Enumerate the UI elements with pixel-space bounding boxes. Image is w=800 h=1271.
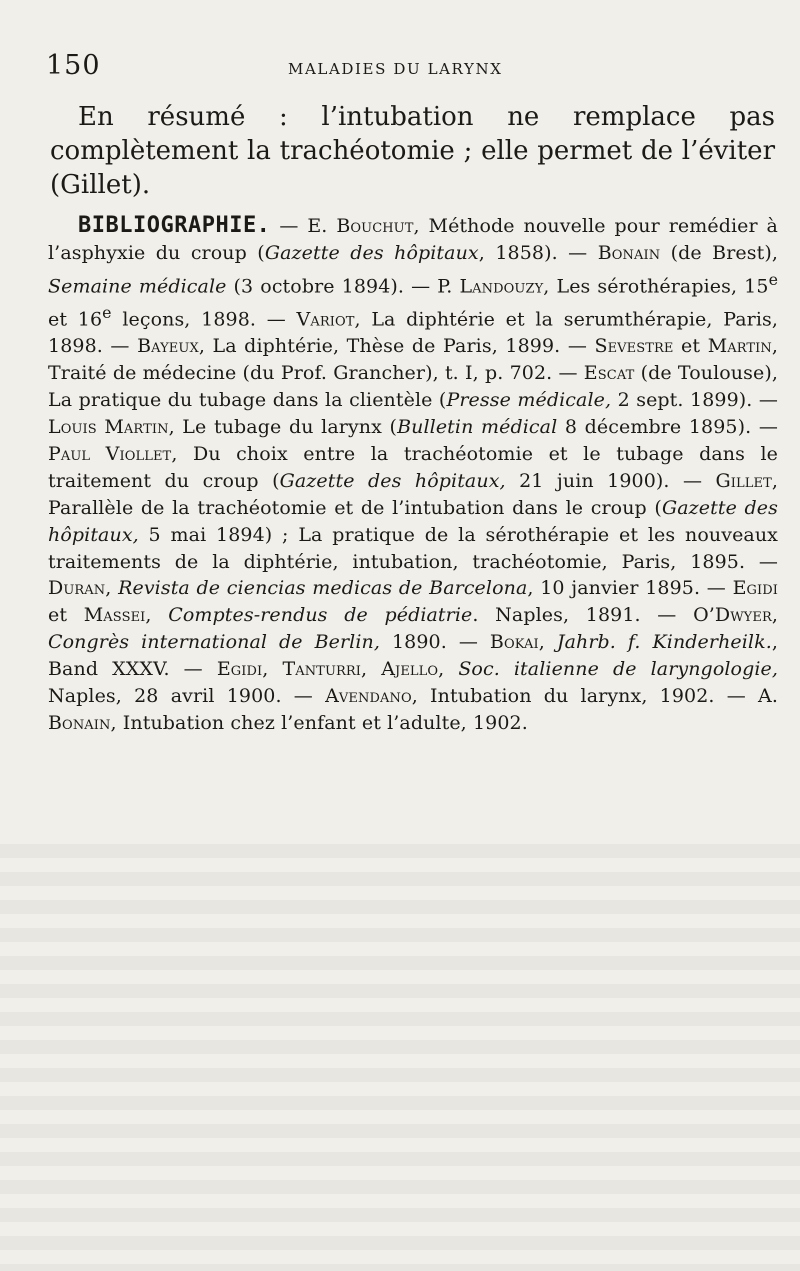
biblio-text: , Band XXXV. — — [48, 631, 778, 681]
publication-title: Semaine médicale — [48, 275, 227, 298]
show-through-area — [0, 830, 800, 1271]
author-name: Bokai — [489, 631, 539, 654]
author-name: Gillet — [715, 469, 772, 492]
author-name: Martin — [707, 335, 772, 358]
biblio-text: , — [438, 658, 459, 681]
biblio-text: , — [361, 658, 382, 681]
biblio-text: — E. — [270, 215, 337, 237]
biblio-text: Naples, 28 avril 1900. — — [48, 685, 326, 708]
biblio-text: 21 juin 1900). — — [505, 469, 716, 492]
author-name: Ajello — [381, 658, 439, 681]
biblio-text: , Du choix entre la trachéotomie et le tubage dans le traitement du croup ( — [48, 442, 778, 492]
biblio-text: , — [771, 604, 778, 627]
biblio-text: , — [145, 604, 169, 627]
ordinal-suffix: e — [102, 303, 112, 323]
author-name: Massei — [83, 604, 146, 627]
biblio-text: et 16 — [48, 308, 103, 331]
publication-title: Congrès international de Berlin, — [48, 631, 381, 654]
publication-title: Gazette des hôpitaux, — [279, 469, 506, 492]
biblio-text: et — [673, 335, 708, 358]
author-name: Sevestre — [594, 335, 674, 358]
biblio-text: 2 sept. 1899). — — [611, 389, 778, 412]
biblio-text: , Méthode nouvelle pour remédier à l’asphyxie du croup ( — [48, 215, 778, 264]
author-name: Duran — [48, 577, 106, 600]
biblio-text: (de Brest), — [660, 241, 778, 264]
biblio-text: , Traité de médecine (du Prof. Grancher), t. I, p. 702. — — [48, 335, 779, 385]
biblio-text: , — [105, 577, 119, 600]
publication-title: Presse médicale, — [446, 389, 612, 412]
biblio-text: , — [262, 658, 283, 681]
biblio-text: , Le tubage du larynx ( — [168, 416, 398, 438]
author-name: Bonain — [597, 241, 661, 264]
page-header — [46, 50, 746, 90]
author-name: Bonain — [48, 711, 111, 734]
biblio-text: 5 mai 1894) ; La pratique de la sérothérapie et les nouveaux traitements de la diphtérie, intubation, trachéotomie, Paris, 1895. — — [48, 523, 778, 573]
running-title: MALADIES DU LARYNX — [288, 60, 503, 78]
bibliography-heading: BIBLIOGRAPHIE. — [78, 213, 271, 238]
biblio-text: , La diphtérie et la serumthérapie, Paris, 1898. — — [48, 308, 778, 358]
author-name: Tanturri — [282, 658, 362, 681]
author-name: Variot — [296, 308, 355, 331]
bibliography-paragraph — [48, 213, 778, 737]
publication-title: Revista de ciencias medicas de Barcelona — [118, 577, 528, 600]
publication-title: Gazette des hôpitaux, — [48, 496, 778, 546]
biblio-text: . Naples, 1891. — O’ — [472, 604, 715, 627]
biblio-text: , La diphtérie, Thèse de Paris, 1899. — — [198, 335, 595, 358]
author-name: Egidi — [732, 577, 779, 600]
biblio-text: , — [538, 631, 557, 654]
biblio-text: , 1858). — — [478, 241, 598, 264]
ordinal-suffix: e — [768, 269, 779, 289]
publication-title: Bulletin médical — [397, 416, 558, 438]
author-name: Bouchut — [336, 215, 414, 237]
biblio-text: , Intubation chez l’enfant et l’adulte, 1902. — [110, 711, 528, 734]
summary-paragraph: En résumé : l’intubation ne remplace pas complètement la trachéotomie ; elle permet de l’éviter (Gillet). — [50, 102, 775, 200]
author-name: Avendano — [325, 685, 412, 708]
biblio-text: leçons, 1898. — — [111, 308, 297, 331]
author-name: Louis Martin — [48, 416, 169, 438]
author-name: Egidi — [216, 658, 263, 681]
publication-title: Soc. italienne de laryngologie, — [458, 658, 778, 681]
publication-title: Comptes-rendus de pédiatrie — [168, 604, 473, 627]
biblio-text: , Parallèle de la trachéotomie et de l’intubation dans le croup ( — [48, 469, 778, 519]
author-name: Bayeux — [137, 335, 199, 358]
biblio-text: et — [48, 604, 84, 627]
author-name: Landouzy — [459, 275, 544, 298]
page-number: 150 — [46, 50, 101, 81]
biblio-text: 8 décembre 1895). — — [557, 416, 778, 438]
publication-title: Jahrb. f. Kinderheilk. — [556, 631, 772, 654]
biblio-text: (de Toulouse), La pratique du tubage dans la clientèle ( — [48, 362, 778, 412]
author-name: Escat — [583, 362, 635, 385]
author-name: Paul Viollet — [48, 442, 172, 465]
biblio-text: 1890. — — [380, 631, 490, 654]
biblio-text: , Les sérothérapies, 15 — [543, 275, 769, 298]
publication-title: Gazette des hôpitaux — [264, 241, 479, 264]
biblio-text: , Intubation du larynx, 1902. — A. — [411, 685, 779, 708]
biblio-text: (3 octobre 1894). — P. — [226, 275, 460, 298]
biblio-text: , 10 janvier 1895. — — [527, 577, 733, 600]
author-name: Dwyer — [714, 604, 772, 627]
